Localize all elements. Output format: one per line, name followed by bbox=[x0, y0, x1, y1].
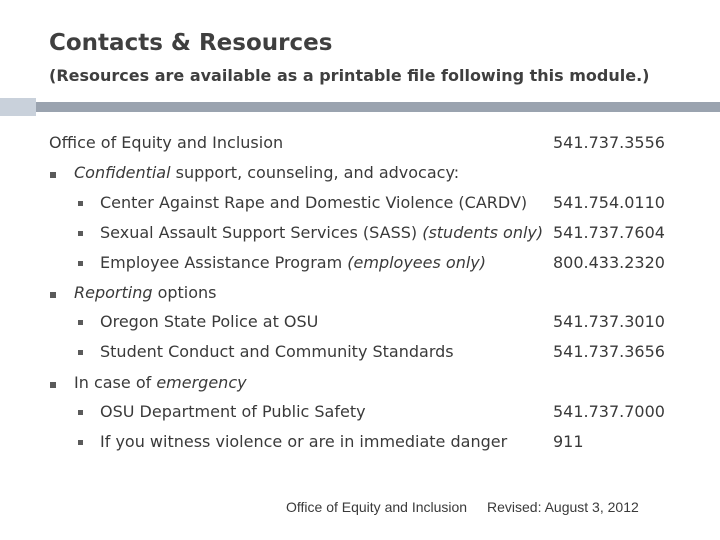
footer-revised: Revised: August 3, 2012 bbox=[487, 499, 639, 515]
header-rule-block bbox=[0, 98, 36, 116]
sub-bullet-icon bbox=[78, 201, 83, 206]
sub-bullet-icon bbox=[78, 440, 83, 445]
list-item: Employee Assistance Program (employees only) bbox=[100, 253, 486, 272]
emergency-heading: In case of emergency bbox=[74, 373, 247, 392]
sub-bullet-icon bbox=[78, 320, 83, 325]
header-rule-line bbox=[36, 102, 720, 112]
list-item: OSU Department of Public Safety bbox=[100, 402, 366, 421]
bullet-icon bbox=[50, 292, 56, 298]
sub-bullet-icon bbox=[78, 350, 83, 355]
sub-bullet-icon bbox=[78, 231, 83, 236]
bullet-icon bbox=[50, 382, 56, 388]
footer-office: Office of Equity and Inclusion bbox=[286, 499, 468, 515]
list-item: If you witness violence or are in immediate danger bbox=[100, 432, 508, 451]
sub-bullet-icon bbox=[78, 410, 83, 415]
office-label: Office of Equity and Inclusion bbox=[49, 133, 284, 152]
sub-bullet-icon bbox=[78, 261, 83, 266]
list-item-phone: 541.737.3656 bbox=[553, 342, 665, 361]
list-item-phone: 800.433.2320 bbox=[553, 253, 665, 272]
office-phone: 541.737.3556 bbox=[553, 133, 665, 152]
list-item-phone: 541.737.7604 bbox=[553, 223, 665, 242]
list-item: Center Against Rape and Domestic Violence (CARDV) bbox=[100, 193, 528, 212]
list-item: Sexual Assault Support Services (SASS) (students only) bbox=[100, 223, 544, 242]
list-item-phone: 541.737.7000 bbox=[553, 402, 665, 421]
list-item-phone: 541.737.3010 bbox=[553, 312, 665, 331]
list-item-phone: 911 bbox=[553, 432, 584, 451]
reporting-heading: Reporting options bbox=[74, 283, 217, 302]
page-subtitle: (Resources are available as a printable file following this module.) bbox=[49, 66, 650, 85]
confidential-heading: Confidential support, counseling, and advocacy: bbox=[74, 163, 460, 182]
page-title: Contacts & Resources bbox=[49, 30, 333, 56]
list-item: Student Conduct and Community Standards bbox=[100, 342, 454, 361]
list-item-phone: 541.754.0110 bbox=[553, 193, 665, 212]
list-item: Oregon State Police at OSU bbox=[100, 312, 319, 331]
bullet-icon bbox=[50, 172, 56, 178]
